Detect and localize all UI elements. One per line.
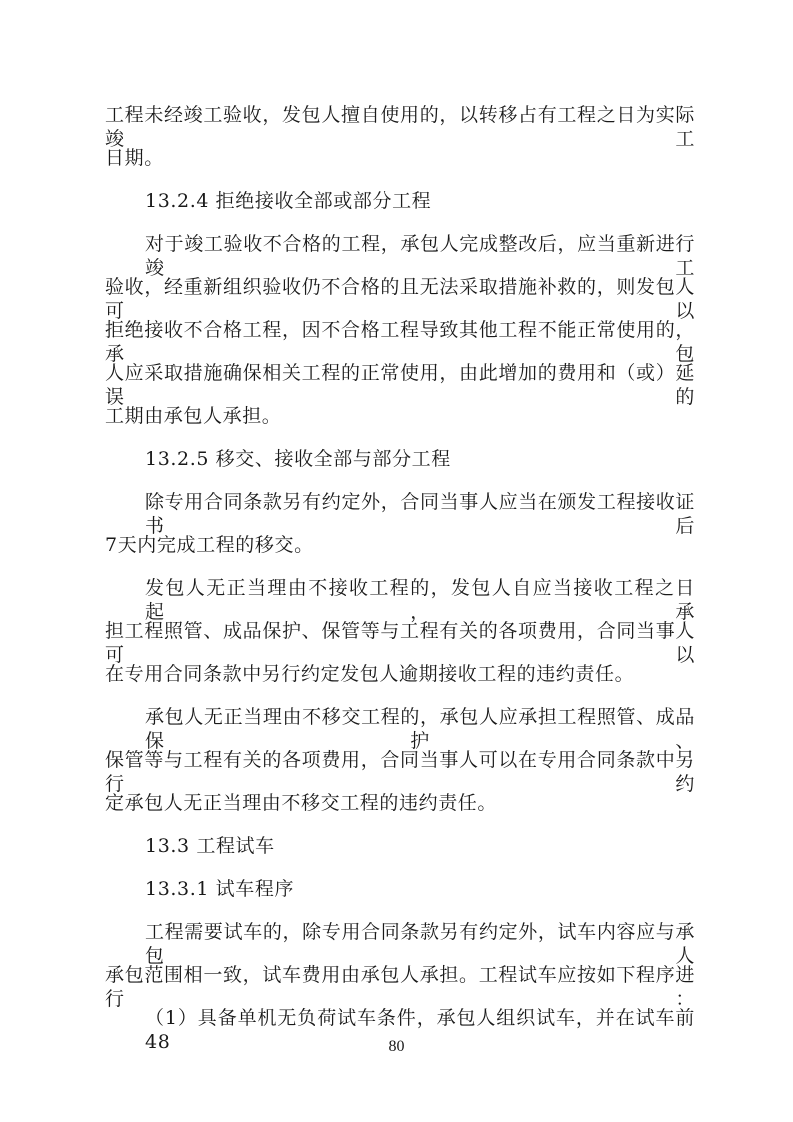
section-heading-13-3-1: 13.3.1 试车程序 bbox=[145, 878, 295, 900]
body-text-line: 拒绝接收不合格工程，因不合格工程导致其他工程不能正常使用的，承包 bbox=[105, 319, 695, 365]
body-text-line: 7天内完成工程的移交。 bbox=[105, 534, 314, 556]
body-text-line: 除专用合同条款另有约定外，合同当事人应当在颁发工程接收证书后 bbox=[145, 491, 695, 537]
body-text-line: （1）具备单机无负荷试车条件，承包人组织试车，并在试车前 48 bbox=[145, 1007, 695, 1053]
section-heading-13-2-5: 13.2.5 移交、接收全部与部分工程 bbox=[145, 448, 451, 470]
body-text-line: 发包人无正当理由不接收工程的，发包人自应当接收工程之日起，承 bbox=[145, 577, 695, 623]
body-text-line: 对于竣工验收不合格的工程，承包人完成整改后，应当重新进行竣工 bbox=[145, 233, 695, 279]
page-number: 80 bbox=[388, 1038, 405, 1055]
body-text-line: 担工程照管、成品保护、保管等与工程有关的各项费用，合同当事人可以 bbox=[105, 620, 695, 666]
body-text-line: 工程未经竣工验收，发包人擅自使用的，以转移占有工程之日为实际竣工 bbox=[105, 104, 695, 150]
section-heading-13-3: 13.3 工程试车 bbox=[145, 835, 275, 857]
body-text-line: 在专用合同条款中另行约定发包人逾期接收工程的违约责任。 bbox=[105, 663, 635, 685]
body-text-line: 定承包人无正当理由不移交工程的违约责任。 bbox=[105, 792, 498, 814]
body-text-line: 承包人无正当理由不移交工程的，承包人应承担工程照管、成品保护、 bbox=[145, 706, 695, 752]
body-text-line: 工期由承包人承担。 bbox=[105, 405, 282, 427]
body-text-line: 日期。 bbox=[105, 147, 164, 169]
section-heading-13-2-4: 13.2.4 拒绝接收全部或部分工程 bbox=[145, 190, 432, 212]
body-text-line: 人应采取措施确保相关工程的正常使用，由此增加的费用和（或）延误的 bbox=[105, 362, 695, 408]
body-text-line: 保管等与工程有关的各项费用，合同当事人可以在专用合同条款中另行约 bbox=[105, 749, 695, 795]
body-text-line: 验收，经重新组织验收仍不合格的且无法采取措施补救的，则发包人可以 bbox=[105, 276, 695, 322]
body-text-line: 工程需要试车的，除专用合同条款另有约定外，试车内容应与承包人 bbox=[145, 921, 695, 967]
body-text-line: 承包范围相一致，试车费用由承包人承担。工程试车应按如下程序进行： bbox=[105, 964, 695, 1010]
